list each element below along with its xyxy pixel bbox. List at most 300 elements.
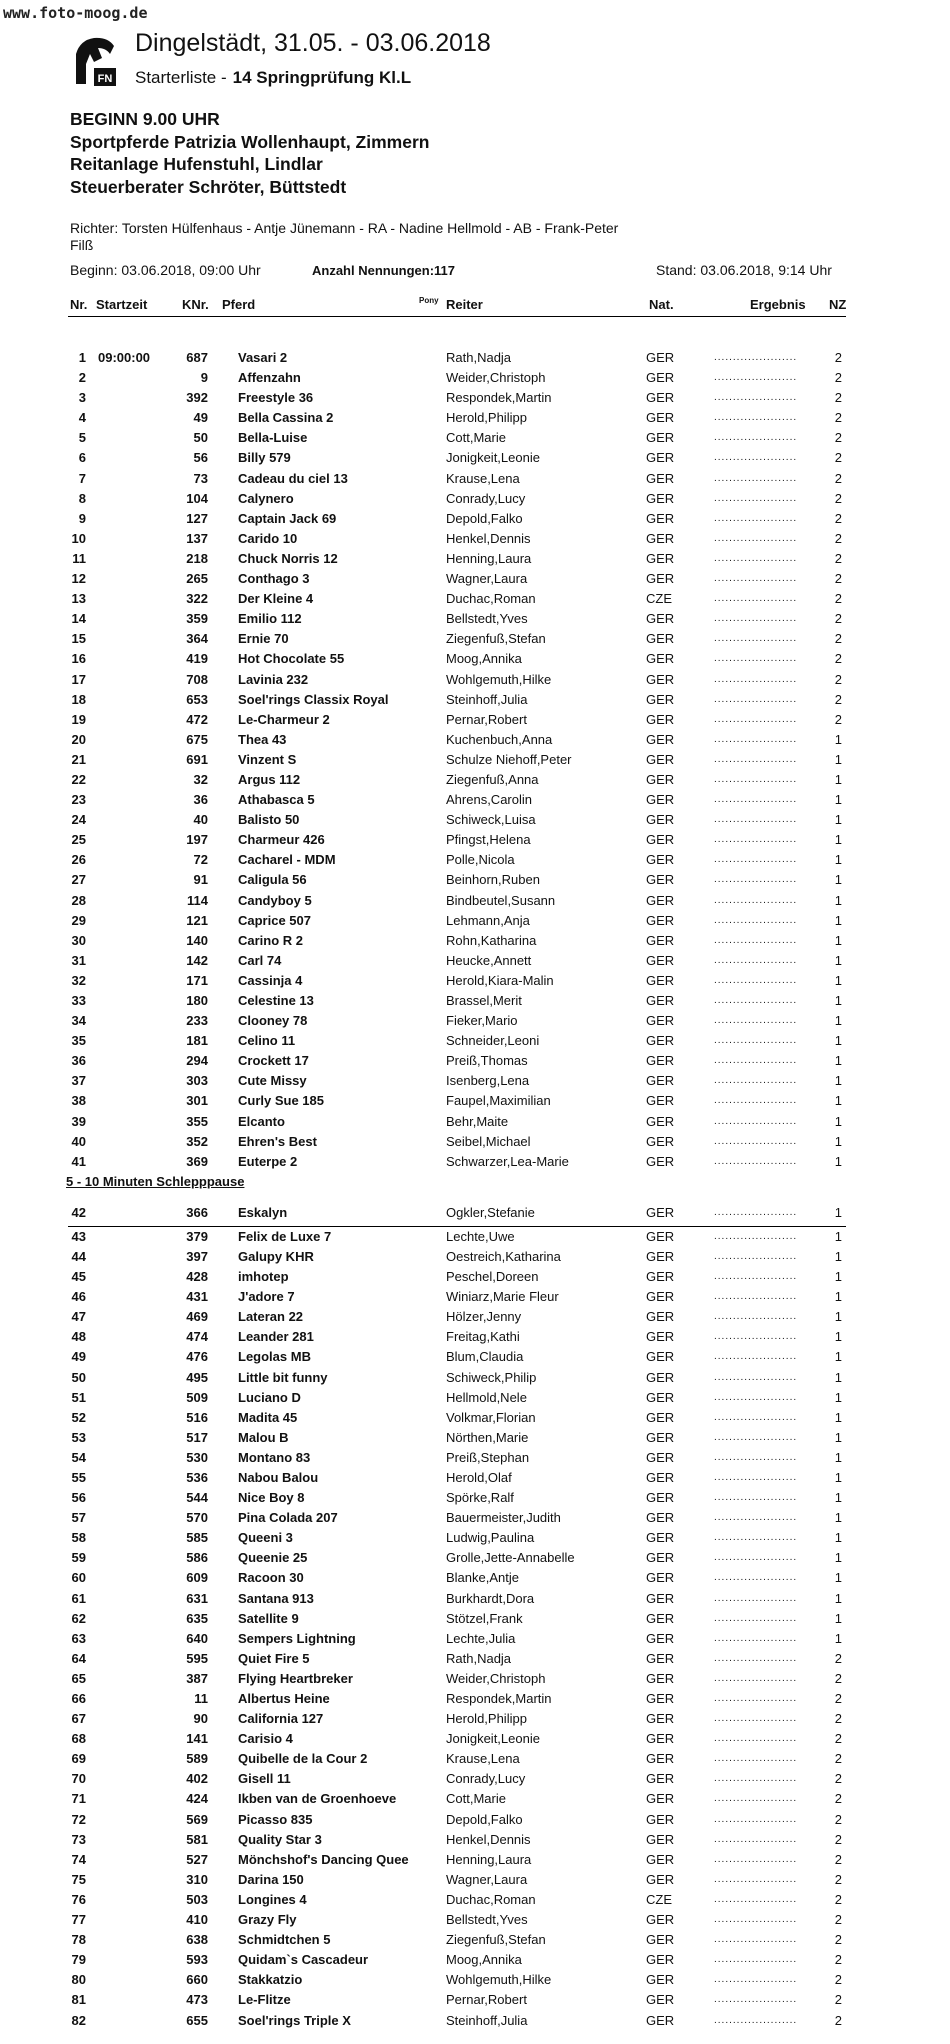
row-nr: 70 bbox=[71, 1771, 86, 1787]
row-ergebnis-dots: ...................... bbox=[714, 1431, 798, 1443]
row-nr: 82 bbox=[71, 2012, 86, 2028]
row-knr: 517 bbox=[186, 1429, 208, 1445]
row-nr: 25 bbox=[71, 832, 86, 848]
row-nz: 2 bbox=[834, 651, 842, 667]
table-row bbox=[0, 931, 950, 951]
row-pferd: Clooney 78 bbox=[238, 1013, 308, 1029]
row-nat: GER bbox=[646, 1309, 675, 1325]
header-nat: Nat. bbox=[649, 297, 674, 312]
row-knr: 171 bbox=[186, 972, 208, 988]
row-ergebnis-dots: ...................... bbox=[714, 1733, 798, 1745]
row-nz: 2 bbox=[834, 1912, 842, 1928]
row-nz: 2 bbox=[834, 1691, 842, 1706]
row-nr: 44 bbox=[71, 1248, 86, 1264]
table-row bbox=[0, 1152, 950, 1172]
row-nz: 1 bbox=[834, 1329, 842, 1345]
row-pferd: Carisio 4 bbox=[238, 1731, 293, 1747]
row-nz: 1 bbox=[834, 912, 842, 928]
row-reiter: Freitag,Kathi bbox=[446, 1329, 520, 1345]
row-nr: 74 bbox=[71, 1851, 86, 1867]
row-nz: 2 bbox=[834, 530, 842, 546]
row-ergebnis-dots: ...................... bbox=[714, 352, 798, 363]
row-ergebnis-dots: ...................... bbox=[714, 1532, 798, 1544]
row-pferd: Crockett 17 bbox=[238, 1053, 309, 1069]
fn-logo-icon bbox=[72, 34, 118, 90]
row-pferd: Little bit funny bbox=[238, 1369, 328, 1385]
row-nr: 15 bbox=[71, 631, 86, 647]
row-reiter: Fieker,Mario bbox=[446, 1013, 518, 1029]
row-ergebnis-dots: ...................... bbox=[714, 1351, 798, 1363]
row-knr: 352 bbox=[186, 1133, 208, 1149]
row-nat: GER bbox=[646, 832, 675, 848]
row-knr: 593 bbox=[186, 1952, 208, 1968]
row-knr: 366 bbox=[186, 1204, 208, 1220]
table-row bbox=[0, 1327, 950, 1347]
table-row bbox=[0, 448, 950, 468]
row-pferd: Bella Cassina 2 bbox=[238, 410, 334, 426]
row-nat: GER bbox=[646, 1932, 675, 1948]
row-knr: 32 bbox=[193, 771, 208, 787]
table-row bbox=[0, 1709, 950, 1729]
row-reiter: Wagner,Laura bbox=[446, 571, 528, 587]
row-ergebnis-dots: ...................... bbox=[714, 1652, 798, 1664]
row-ergebnis-dots: ...................... bbox=[714, 1035, 798, 1047]
row-ergebnis-dots: ...................... bbox=[714, 512, 798, 524]
row-pferd: Hot Chocolate 55 bbox=[238, 651, 345, 667]
row-nr: 34 bbox=[71, 1013, 86, 1029]
table-row bbox=[0, 589, 950, 609]
row-nat: GER bbox=[646, 1630, 675, 1646]
row-ergebnis-dots: ...................... bbox=[714, 733, 798, 745]
row-nr: 71 bbox=[71, 1791, 86, 1807]
row-nz: 1 bbox=[834, 751, 842, 767]
row-reiter: Bellstedt,Yves bbox=[446, 1912, 528, 1928]
row-nat: GER bbox=[646, 1912, 675, 1928]
row-nz: 2 bbox=[834, 631, 842, 647]
row-nz: 2 bbox=[834, 450, 842, 466]
row-knr: 675 bbox=[186, 731, 208, 747]
row-nr: 76 bbox=[71, 1891, 86, 1907]
row-reiter: Stötzel,Frank bbox=[446, 1610, 523, 1626]
row-knr: 9 bbox=[200, 370, 208, 386]
row-nat: GER bbox=[646, 2012, 675, 2028]
nennungen-info: Anzahl Nennungen:117 bbox=[312, 263, 456, 278]
row-knr: 127 bbox=[186, 510, 208, 526]
row-reiter: Beinhorn,Ruben bbox=[446, 872, 540, 888]
row-nat: GER bbox=[646, 993, 675, 1008]
row-knr: 181 bbox=[186, 1033, 208, 1049]
row-nr: 2 bbox=[78, 370, 86, 386]
row-pferd: Schmidtchen 5 bbox=[238, 1932, 331, 1948]
table-row bbox=[0, 1368, 950, 1388]
row-ergebnis-dots: ...................... bbox=[714, 1612, 798, 1624]
row-nr: 41 bbox=[71, 1153, 86, 1169]
row-ergebnis-dots: ...................... bbox=[714, 1451, 798, 1463]
row-reiter: Pfingst,Helena bbox=[446, 832, 531, 848]
row-pferd: Bella-Luise bbox=[238, 430, 308, 446]
pause-row bbox=[0, 1172, 950, 1196]
row-knr: 687 bbox=[186, 350, 208, 365]
table-row bbox=[0, 1669, 950, 1689]
row-knr: 294 bbox=[186, 1053, 208, 1069]
row-nr: 31 bbox=[71, 952, 86, 968]
row-ergebnis-dots: ...................... bbox=[714, 1115, 798, 1127]
row-nz: 1 bbox=[834, 792, 842, 808]
row-knr: 516 bbox=[186, 1409, 208, 1425]
row-knr: 536 bbox=[186, 1469, 208, 1485]
row-knr: 660 bbox=[186, 1972, 208, 1988]
row-ergebnis-dots: ...................... bbox=[714, 573, 798, 585]
table-row bbox=[0, 991, 950, 1011]
row-nz: 1 bbox=[834, 932, 842, 948]
row-ergebnis-dots: ...................... bbox=[714, 1974, 798, 1986]
row-pferd: Montano 83 bbox=[238, 1449, 311, 1465]
row-reiter: Krause,Lena bbox=[446, 1751, 520, 1767]
starter-table bbox=[0, 348, 950, 2031]
row-nr: 53 bbox=[71, 1429, 86, 1445]
row-nr: 32 bbox=[71, 972, 86, 988]
row-nr: 62 bbox=[71, 1610, 86, 1626]
row-ergebnis-dots: ...................... bbox=[714, 1793, 798, 1805]
row-ergebnis-dots: ...................... bbox=[714, 1552, 798, 1564]
row-nr: 72 bbox=[71, 1811, 86, 1827]
table-row bbox=[0, 951, 950, 971]
row-nz: 1 bbox=[834, 1093, 842, 1109]
row-pferd: Calynero bbox=[238, 490, 294, 506]
row-nz: 2 bbox=[834, 1650, 842, 1666]
row-nr: 33 bbox=[71, 993, 86, 1008]
row-nr: 66 bbox=[71, 1691, 86, 1706]
row-nr: 21 bbox=[71, 751, 86, 767]
row-knr: 655 bbox=[186, 2012, 208, 2028]
row-ergebnis-dots: ...................... bbox=[714, 1206, 798, 1218]
table-row bbox=[0, 1970, 950, 1990]
row-ergebnis-dots: ...................... bbox=[714, 653, 798, 665]
row-nat: GER bbox=[646, 912, 675, 928]
row-nr: 24 bbox=[71, 812, 86, 828]
row-nat: GER bbox=[646, 631, 675, 647]
row-ergebnis-dots: ...................... bbox=[714, 492, 798, 504]
row-pferd: Captain Jack 69 bbox=[238, 510, 337, 526]
header-rule bbox=[68, 316, 846, 317]
row-knr: 509 bbox=[186, 1389, 208, 1405]
row-ergebnis-dots: ...................... bbox=[714, 532, 798, 544]
row-nat: GER bbox=[646, 1228, 675, 1244]
row-nz: 1 bbox=[834, 1113, 842, 1129]
row-nr: 54 bbox=[71, 1449, 86, 1465]
row-ergebnis-dots: ...................... bbox=[714, 552, 798, 564]
table-row bbox=[0, 1870, 950, 1890]
row-ergebnis-dots: ...................... bbox=[714, 1713, 798, 1725]
table-row bbox=[0, 469, 950, 489]
table-row bbox=[0, 710, 950, 730]
pause-label: 5 - 10 Minuten Schlepppause bbox=[66, 1173, 245, 1189]
row-ergebnis-dots: ...................... bbox=[714, 1914, 798, 1926]
row-nat: GER bbox=[646, 1510, 675, 1526]
row-pferd: Quiet Fire 5 bbox=[238, 1650, 310, 1666]
row-knr: 233 bbox=[186, 1013, 208, 1029]
row-pferd: Eskalyn bbox=[238, 1204, 288, 1220]
row-knr: 495 bbox=[186, 1369, 208, 1385]
row-nat: GER bbox=[646, 1013, 675, 1029]
row-nat: GER bbox=[646, 872, 675, 888]
table-row bbox=[0, 1850, 950, 1870]
row-ergebnis-dots: ...................... bbox=[714, 613, 798, 625]
row-nat: GER bbox=[646, 1248, 675, 1264]
row-reiter: Winiarz,Marie Fleur bbox=[446, 1289, 559, 1305]
row-reiter: Jonigkeit,Leonie bbox=[446, 1731, 540, 1747]
row-knr: 640 bbox=[186, 1630, 208, 1646]
row-nz: 2 bbox=[834, 430, 842, 446]
row-nr: 77 bbox=[71, 1912, 86, 1928]
table-row bbox=[0, 368, 950, 388]
row-nat: GER bbox=[646, 1033, 675, 1049]
header-nr: Nr. bbox=[70, 297, 88, 312]
row-pferd: Legolas MB bbox=[238, 1349, 311, 1365]
row-ergebnis-dots: ...................... bbox=[714, 1572, 798, 1584]
table-row bbox=[0, 1568, 950, 1588]
row-reiter: Steinhoff,Julia bbox=[446, 691, 528, 707]
row-reiter: Lehmann,Anja bbox=[446, 912, 530, 928]
row-nat: GER bbox=[646, 1369, 675, 1385]
table-row bbox=[0, 1830, 950, 1850]
row-nz: 2 bbox=[834, 1711, 842, 1727]
row-pferd: Carido 10 bbox=[238, 530, 298, 546]
row-reiter: Ahrens,Carolin bbox=[446, 792, 532, 808]
row-nz: 2 bbox=[834, 611, 842, 627]
row-nz: 2 bbox=[834, 370, 842, 386]
row-pferd: Ikben van de Groenhoeve bbox=[238, 1791, 397, 1807]
row-ergebnis-dots: ...................... bbox=[714, 1311, 798, 1323]
row-nat: GER bbox=[646, 1590, 675, 1606]
table-row bbox=[0, 891, 950, 911]
row-nr: 78 bbox=[71, 1932, 86, 1948]
row-reiter: Bindbeutel,Susann bbox=[446, 892, 556, 908]
row-pferd: Albertus Heine bbox=[238, 1691, 330, 1706]
row-nr: 67 bbox=[71, 1711, 86, 1727]
row-nr: 80 bbox=[71, 1972, 86, 1988]
row-nat: GER bbox=[646, 1329, 675, 1345]
row-nz: 2 bbox=[834, 2012, 842, 2028]
row-ergebnis-dots: ...................... bbox=[714, 372, 798, 384]
row-pferd: Der Kleine 4 bbox=[238, 591, 314, 607]
row-pferd: California 127 bbox=[238, 1711, 324, 1727]
table-row bbox=[0, 1609, 950, 1629]
row-nr: 36 bbox=[71, 1053, 86, 1069]
row-nr: 19 bbox=[71, 711, 86, 727]
row-nr: 7 bbox=[78, 470, 86, 486]
row-nz: 1 bbox=[834, 1409, 842, 1425]
table-row bbox=[0, 1789, 950, 1809]
table-row bbox=[0, 1589, 950, 1609]
row-pferd: Cute Missy bbox=[238, 1073, 307, 1089]
row-reiter: Nörthen,Marie bbox=[446, 1429, 529, 1445]
row-ergebnis-dots: ...................... bbox=[714, 1331, 798, 1343]
row-pferd: Felix de Luxe 7 bbox=[238, 1228, 332, 1244]
row-knr: 474 bbox=[186, 1329, 208, 1345]
row-ergebnis-dots: ...................... bbox=[714, 914, 798, 926]
row-knr: 303 bbox=[186, 1073, 208, 1089]
row-nz: 2 bbox=[834, 1972, 842, 1988]
table-row bbox=[0, 1112, 950, 1132]
table-row bbox=[0, 1649, 950, 1669]
row-ergebnis-dots: ...................... bbox=[714, 874, 798, 886]
row-nz: 2 bbox=[834, 470, 842, 486]
row-reiter: Behr,Maite bbox=[446, 1113, 509, 1129]
row-pferd: Elcanto bbox=[238, 1113, 285, 1129]
row-pferd: Candyboy 5 bbox=[238, 892, 312, 908]
row-reiter: Herold,Kiara-Malin bbox=[446, 972, 554, 988]
row-reiter: Weider,Christoph bbox=[446, 370, 546, 386]
row-ergebnis-dots: ...................... bbox=[714, 412, 798, 424]
row-ergebnis-dots: ...................... bbox=[714, 1075, 798, 1087]
table-row bbox=[0, 1227, 950, 1247]
row-nr: 18 bbox=[71, 691, 86, 707]
row-nat: GER bbox=[646, 892, 675, 908]
row-nr: 55 bbox=[71, 1469, 86, 1485]
table-row bbox=[0, 1810, 950, 1830]
row-pferd: Ehren's Best bbox=[238, 1133, 317, 1149]
row-nr: 14 bbox=[71, 611, 86, 627]
row-knr: 473 bbox=[186, 1992, 208, 2008]
sponsor-line: Reitanlage Hufenstuhl, Lindlar bbox=[70, 154, 323, 174]
row-nz: 1 bbox=[834, 1153, 842, 1169]
row-nz: 2 bbox=[834, 711, 842, 727]
row-reiter: Volkmar,Florian bbox=[446, 1409, 536, 1425]
row-ergebnis-dots: ...................... bbox=[714, 1853, 798, 1865]
table-row bbox=[0, 690, 950, 710]
row-reiter: Oestreich,Katharina bbox=[446, 1248, 561, 1264]
row-pferd: Carino R 2 bbox=[238, 932, 304, 948]
row-pferd: Le-Flitze bbox=[238, 1992, 291, 2008]
row-ergebnis-dots: ...................... bbox=[714, 1492, 798, 1504]
row-nz: 2 bbox=[834, 390, 842, 406]
row-nz: 2 bbox=[834, 1992, 842, 2008]
row-nz: 1 bbox=[834, 771, 842, 787]
row-nz: 2 bbox=[834, 1751, 842, 1767]
row-ergebnis-dots: ...................... bbox=[714, 1632, 798, 1644]
table-row bbox=[0, 1910, 950, 1930]
row-nz: 1 bbox=[834, 1490, 842, 1506]
row-nat: GER bbox=[646, 1429, 675, 1445]
row-nat: GER bbox=[646, 1751, 675, 1767]
row-ergebnis-dots: ...................... bbox=[714, 974, 798, 986]
row-nat: GER bbox=[646, 410, 675, 426]
row-pferd: Cacharel - MDM bbox=[238, 852, 336, 868]
row-ergebnis-dots: ...................... bbox=[714, 1693, 798, 1704]
row-reiter: Rohn,Katharina bbox=[446, 932, 537, 948]
table-row bbox=[0, 1930, 950, 1950]
row-nat: GER bbox=[646, 1952, 675, 1968]
row-knr: 397 bbox=[186, 1248, 208, 1264]
row-ergebnis-dots: ...................... bbox=[714, 1773, 798, 1785]
row-nr: 39 bbox=[71, 1113, 86, 1129]
row-pferd: Charmeur 426 bbox=[238, 832, 325, 848]
row-nr: 46 bbox=[71, 1289, 86, 1305]
row-knr: 691 bbox=[186, 751, 208, 767]
row-reiter: Depold,Falko bbox=[446, 510, 523, 526]
row-nr: 64 bbox=[71, 1650, 86, 1666]
row-ergebnis-dots: ...................... bbox=[714, 593, 798, 605]
row-reiter: Schiweck,Luisa bbox=[446, 812, 536, 828]
sponsor-line: Steuerberater Schröter, Büttstedt bbox=[70, 176, 347, 197]
row-reiter: Respondek,Martin bbox=[446, 390, 552, 406]
row-nr: 17 bbox=[71, 671, 86, 687]
row-nat: GER bbox=[646, 711, 675, 727]
row-knr: 581 bbox=[186, 1831, 208, 1847]
row-pferd: Chuck Norris 12 bbox=[238, 550, 338, 566]
header-reiter: Reiter bbox=[446, 297, 483, 312]
row-nz: 1 bbox=[834, 1228, 842, 1244]
row-ergebnis-dots: ...................... bbox=[714, 1411, 798, 1423]
row-reiter: Seibel,Michael bbox=[446, 1133, 531, 1149]
row-reiter: Ziegenfuß,Stefan bbox=[446, 1932, 546, 1948]
row-knr: 402 bbox=[186, 1771, 208, 1787]
row-knr: 322 bbox=[186, 591, 208, 607]
row-ergebnis-dots: ...................... bbox=[714, 1055, 798, 1067]
row-nr: 57 bbox=[71, 1510, 86, 1526]
row-ergebnis-dots: ...................... bbox=[714, 894, 798, 906]
row-ergebnis-dots: ...................... bbox=[714, 954, 798, 966]
row-knr: 114 bbox=[187, 892, 208, 908]
row-nz: 2 bbox=[834, 1932, 842, 1948]
row-nr: 8 bbox=[78, 490, 86, 506]
row-nz: 1 bbox=[834, 1510, 842, 1526]
row-knr: 218 bbox=[186, 550, 208, 566]
row-nz: 1 bbox=[834, 972, 842, 988]
row-reiter: Jonigkeit,Leonie bbox=[446, 450, 540, 466]
row-pferd: Le-Charmeur 2 bbox=[238, 711, 330, 727]
table-row bbox=[0, 971, 950, 991]
row-pferd: Euterpe 2 bbox=[238, 1153, 298, 1169]
footnote bbox=[62, 2032, 65, 2042]
table-row bbox=[0, 1408, 950, 1428]
row-knr: 301 bbox=[186, 1093, 208, 1109]
row-reiter: Grolle,Jette-Annabelle bbox=[446, 1550, 575, 1566]
row-knr: 635 bbox=[186, 1610, 208, 1626]
row-nz: 1 bbox=[834, 1269, 842, 1285]
row-ergebnis-dots: ...................... bbox=[714, 452, 798, 464]
table-row bbox=[0, 870, 950, 890]
row-knr: 49 bbox=[193, 410, 208, 426]
row-knr: 137 bbox=[186, 530, 208, 546]
table-row bbox=[0, 1548, 950, 1568]
row-knr: 586 bbox=[186, 1550, 208, 1566]
row-knr: 50 bbox=[193, 430, 208, 446]
row-nr: 11 bbox=[72, 550, 86, 566]
row-nat: GER bbox=[646, 1093, 675, 1109]
row-ergebnis-dots: ...................... bbox=[714, 1934, 798, 1946]
row-nat: GER bbox=[646, 1670, 675, 1686]
row-ergebnis-dots: ...................... bbox=[714, 1753, 798, 1765]
row-pferd: Cassinja 4 bbox=[238, 972, 303, 988]
row-knr: 379 bbox=[186, 1228, 208, 1244]
row-knr: 589 bbox=[186, 1751, 208, 1767]
row-ergebnis-dots: ...................... bbox=[714, 1672, 798, 1684]
row-nat: GER bbox=[646, 792, 675, 808]
row-nat: CZE bbox=[646, 591, 672, 607]
row-nr: 75 bbox=[71, 1871, 86, 1887]
header-pony: Pony bbox=[419, 296, 439, 305]
row-nz: 1 bbox=[834, 1429, 842, 1445]
row-knr: 140 bbox=[186, 932, 208, 948]
row-nz: 2 bbox=[834, 1791, 842, 1807]
row-nat: GER bbox=[646, 1204, 675, 1220]
row-reiter: Duchac,Roman bbox=[446, 1891, 536, 1907]
row-knr: 585 bbox=[186, 1530, 208, 1546]
row-reiter: Ogkler,Stefanie bbox=[446, 1204, 535, 1220]
row-reiter: Moog,Annika bbox=[446, 1952, 522, 1968]
